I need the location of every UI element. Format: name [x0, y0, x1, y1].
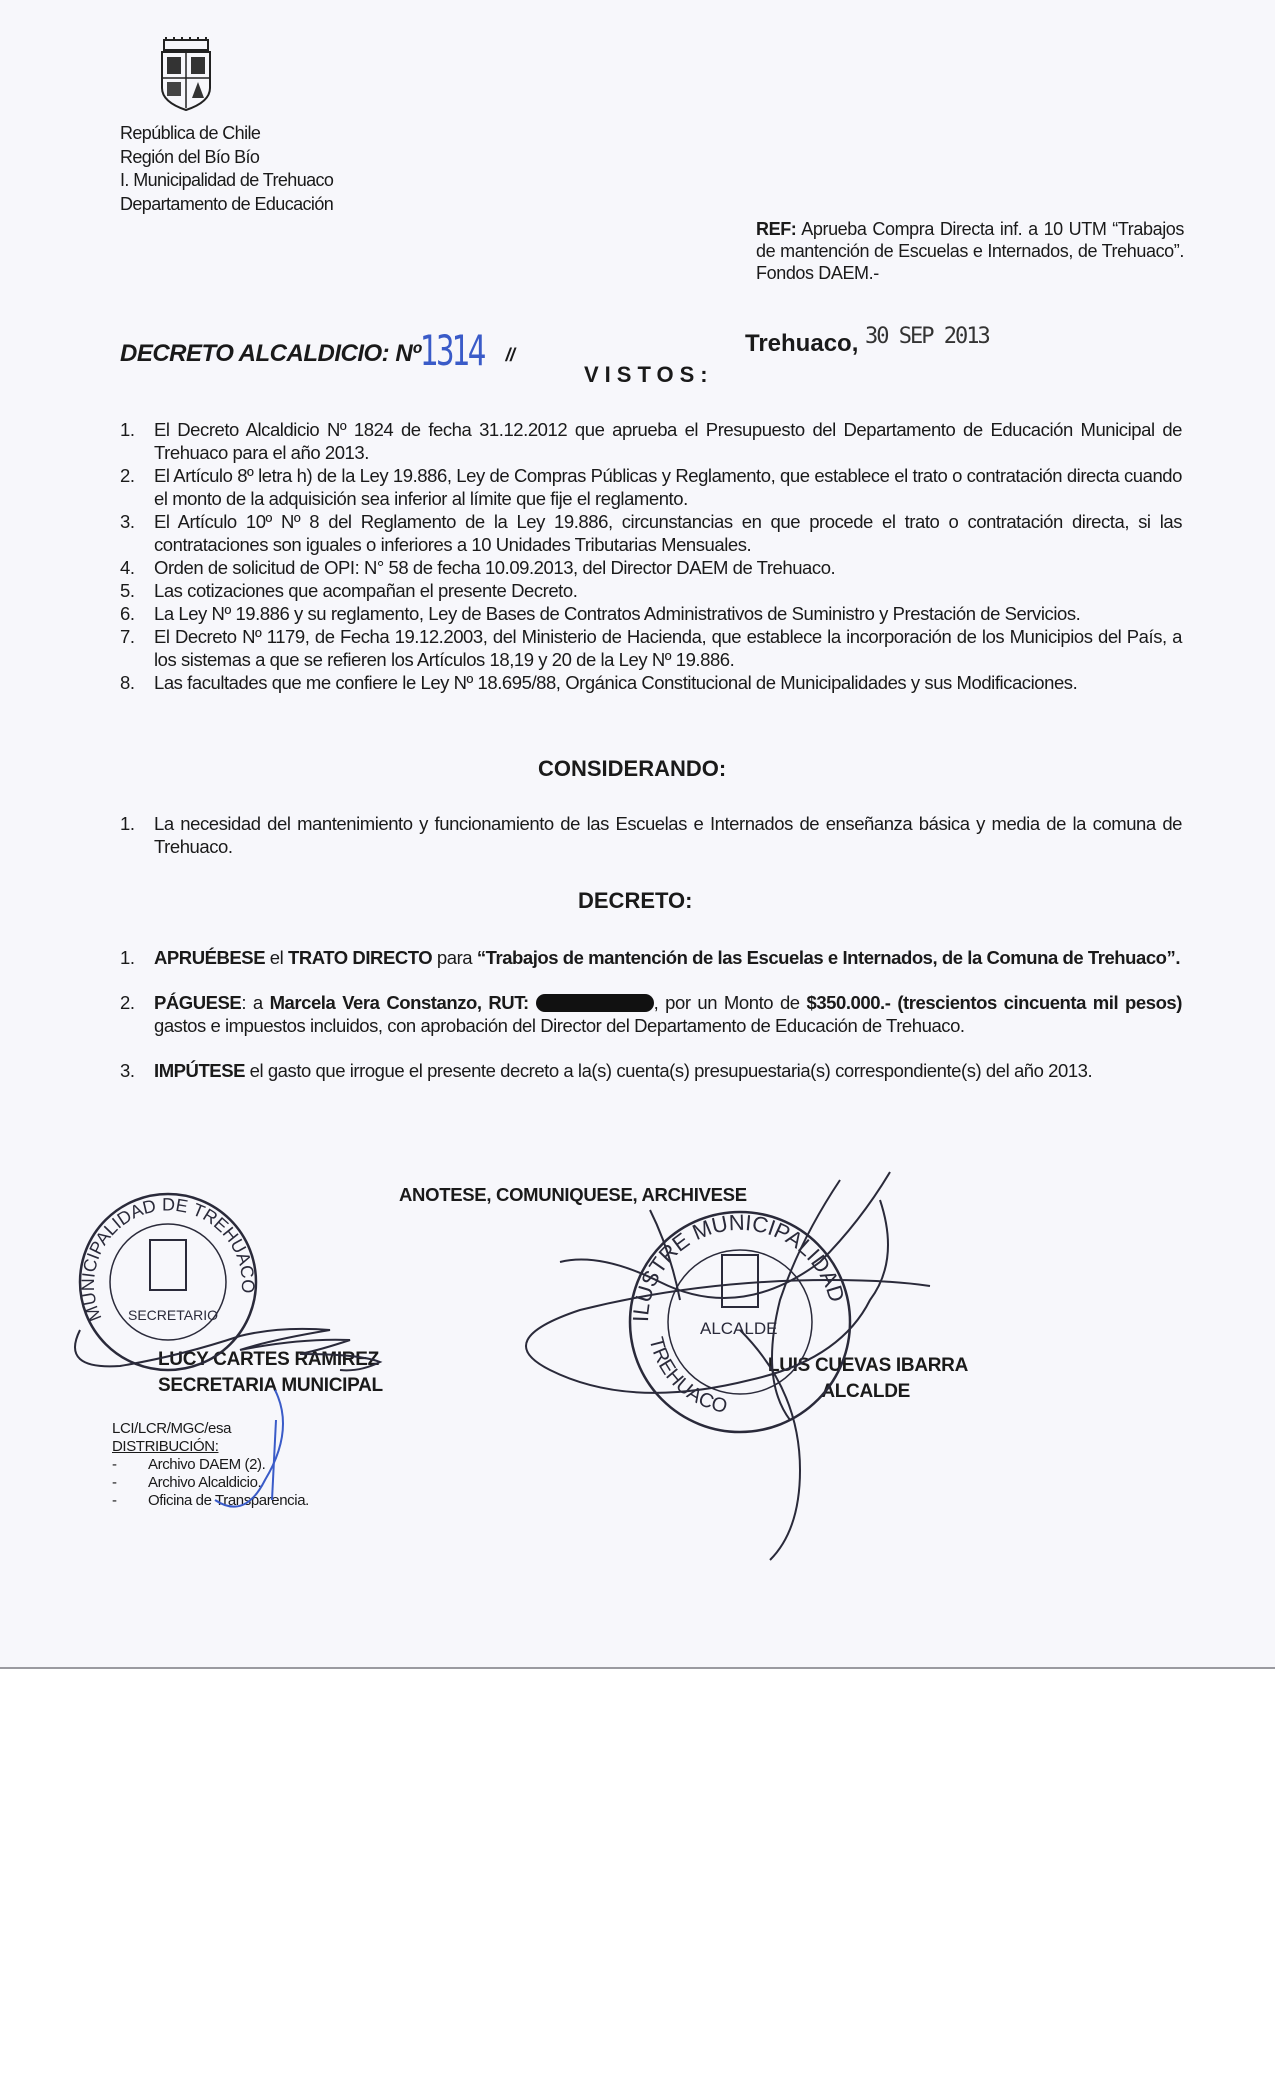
item-number: 2. [120, 992, 135, 1013]
item-text: El Artículo 8º letra h) de la Ley 19.886, Ley de Compras Públicas y Reglamento, que establece el trato o contratación directa cuando el monto de la adquisición sea inferior al límite que fije el reglamento. [154, 465, 1182, 509]
item-number: 3. [120, 1060, 135, 1081]
decree-suffix: // [505, 345, 515, 365]
bold-text: Marcela Vera Constanzo, RUT: [269, 992, 536, 1013]
bold-text: TRATO DIRECTO [287, 947, 433, 968]
header-line: República de Chile [120, 123, 261, 143]
list-item [120, 464, 1182, 510]
list-item [120, 418, 1182, 464]
svg-text:SECRETARIO: SECRETARIO [128, 1307, 218, 1323]
item-text: : a [241, 992, 270, 1013]
list-item [120, 602, 1182, 625]
distribution-label: DISTRIBUCIÓN: [112, 1438, 219, 1455]
secretary-title: SECRETARIA MUNICIPAL [158, 1375, 383, 1396]
considerando-list [120, 812, 1182, 858]
item-number: 6. [120, 603, 135, 624]
distribution-text: Archivo Alcaldicio. [148, 1474, 262, 1491]
item-number: 1. [120, 419, 135, 440]
distribution-item: - Archivo Alcaldicio. [112, 1474, 262, 1491]
item-text: Las cotizaciones que acompañan el presente Decreto. [154, 580, 578, 601]
item-number: 2. [120, 465, 135, 486]
list-item [120, 991, 1182, 1037]
mayor-signature-block [740, 1353, 968, 1405]
item-text: el [265, 947, 288, 968]
bold-text: IMPÚTESE [154, 1060, 245, 1081]
bold-text: “Trabajos de mantención de las Escuelas e Internados, de la Comuna de Trehuaco”. [476, 947, 1181, 968]
svg-text:TREHUACO: TREHUACO [644, 1334, 730, 1418]
bold-text: PÁGUESE [154, 992, 242, 1013]
item-text: El Decreto Nº 1179, de Fecha 19.12.2003, del Ministerio de Hacienda, que establece la incorporación de los Municipios del País, a los sistemas a que se refieren los Artículos 18,19 y 20 de la Ley Nº 19.886. [154, 626, 1182, 670]
coat-of-arms-logo [156, 36, 216, 112]
list-item [120, 946, 1182, 969]
item-number: 5. [120, 580, 135, 601]
item-text: El Decreto Alcaldicio Nº 1824 de fecha 31.12.2012 que aprueba el Presupuesto del Departamento de Educación Municipal de Trehuaco para el año 2013. [154, 419, 1182, 463]
distribution-item: - Archivo DAEM (2). [112, 1456, 266, 1473]
bold-text: $350.000.- (trescientos cincuenta mil pesos) [806, 992, 1182, 1013]
considerando-heading: CONSIDERANDO: [538, 756, 727, 781]
decreto-heading: DECRETO: [578, 888, 693, 913]
decree-number [120, 326, 515, 375]
item-text: El Artículo 10º Nº 8 del Reglamento de la Ley 19.886, circunstancias en que procede el trato o contratación directa, si las contrataciones son iguales o inferiores a 10 Unidades Tributarias Mensuales. [154, 511, 1182, 555]
distribution-text: Archivo DAEM (2). [148, 1456, 266, 1473]
reference-block [756, 218, 1184, 284]
item-number: 4. [120, 557, 135, 578]
vistos-list [120, 418, 1182, 694]
item-text: para [432, 947, 477, 968]
list-item [120, 579, 1182, 602]
decreto-list [120, 946, 1182, 1104]
item-number: 3. [120, 511, 135, 532]
item-text: Orden de solicitud de OPI: N° 58 de fecha 10.09.2013, del Director DAEM de Trehuaco. [154, 557, 836, 578]
svg-text:ALCALDE: ALCALDE [700, 1319, 778, 1338]
item-text: La necesidad del mantenimiento y funcionamiento de las Escuelas e Internados de enseñanza básica y media de la comuna de Trehuaco. [154, 813, 1182, 857]
secretary-stamp [78, 1194, 258, 1370]
institution-header [120, 122, 333, 216]
item-text: , por un Monto de [653, 992, 807, 1013]
mayor-title: ALCALDE [821, 1381, 910, 1402]
list-item [120, 671, 1182, 694]
mayor-name: LUIS CUEVAS IBARRA [767, 1355, 968, 1376]
distribution-item: - Oficina de Transparencia. [112, 1492, 309, 1509]
distribution-text: Oficina de Transparencia. [148, 1492, 309, 1509]
item-text: Las facultades que me confiere le Ley Nº 18.695/88, Orgánica Constitucional de Municipalidades y sus Modificaciones. [154, 672, 1078, 693]
initials: LCI/LCR/MGC/esa [112, 1420, 232, 1437]
list-item [120, 812, 1182, 858]
header-line: Departamento de Educación [120, 193, 334, 214]
item-text: gastos e impuestos incluidos, con aprobación del Director del Departamento de Educación de Trehuaco. [154, 1015, 965, 1036]
ref-label: REF: [756, 219, 797, 239]
header-line: Región del Bío Bío [120, 146, 260, 167]
item-number: 8. [120, 672, 135, 693]
item-number: 1. [120, 947, 135, 968]
bold-text: APRUÉBESE [154, 947, 266, 968]
header-line: I. Municipalidad de Trehuaco [120, 170, 334, 190]
item-number: 1. [120, 813, 135, 834]
list-item [120, 625, 1182, 671]
item-text: el gasto que irrogue el presente decreto a la(s) cuenta(s) presupuestaria(s) correspondiente(s) del año 2013. [244, 1060, 1093, 1081]
decree-label: DECRETO ALCALDICIO: Nº [120, 340, 421, 367]
secretary-signature-block [158, 1347, 383, 1399]
place: Trehuaco, [745, 330, 859, 357]
list-item [120, 510, 1182, 556]
list-item [120, 1059, 1182, 1082]
list-item [120, 556, 1182, 579]
distribution-block [112, 1420, 309, 1510]
svg-text:MUNICIPALIDAD DE TREHUACO: MUNICIPALIDAD DE TREHUACO [77, 1194, 259, 1325]
secretary-name: LUCY CARTES RAMIREZ [158, 1349, 379, 1370]
item-number: 7. [120, 626, 135, 647]
handwritten-decree-number: 1314 [420, 326, 485, 375]
redacted-rut [536, 994, 654, 1012]
vistos-heading: VISTOS: [584, 362, 714, 387]
decree-date [745, 324, 989, 358]
item-text: La Ley Nº 19.886 y su reglamento, Ley de Bases de Contratos Administrativos de Suministro y Prestación de Servicios. [154, 603, 1081, 624]
svg-text:ILUSTRE MUNICIPALIDAD: ILUSTRE MUNICIPALIDAD [627, 1209, 850, 1323]
ref-text: Aprueba Compra Directa inf. a 10 UTM “Trabajos de mantención de Escuelas e Internados, de Trehuaco”. Fondos DAEM.- [756, 219, 1185, 283]
closing-formula: ANOTESE, COMUNIQUESE, ARCHIVESE [399, 1184, 747, 1205]
date-stamp: 30 SEP 2013 [865, 324, 989, 349]
